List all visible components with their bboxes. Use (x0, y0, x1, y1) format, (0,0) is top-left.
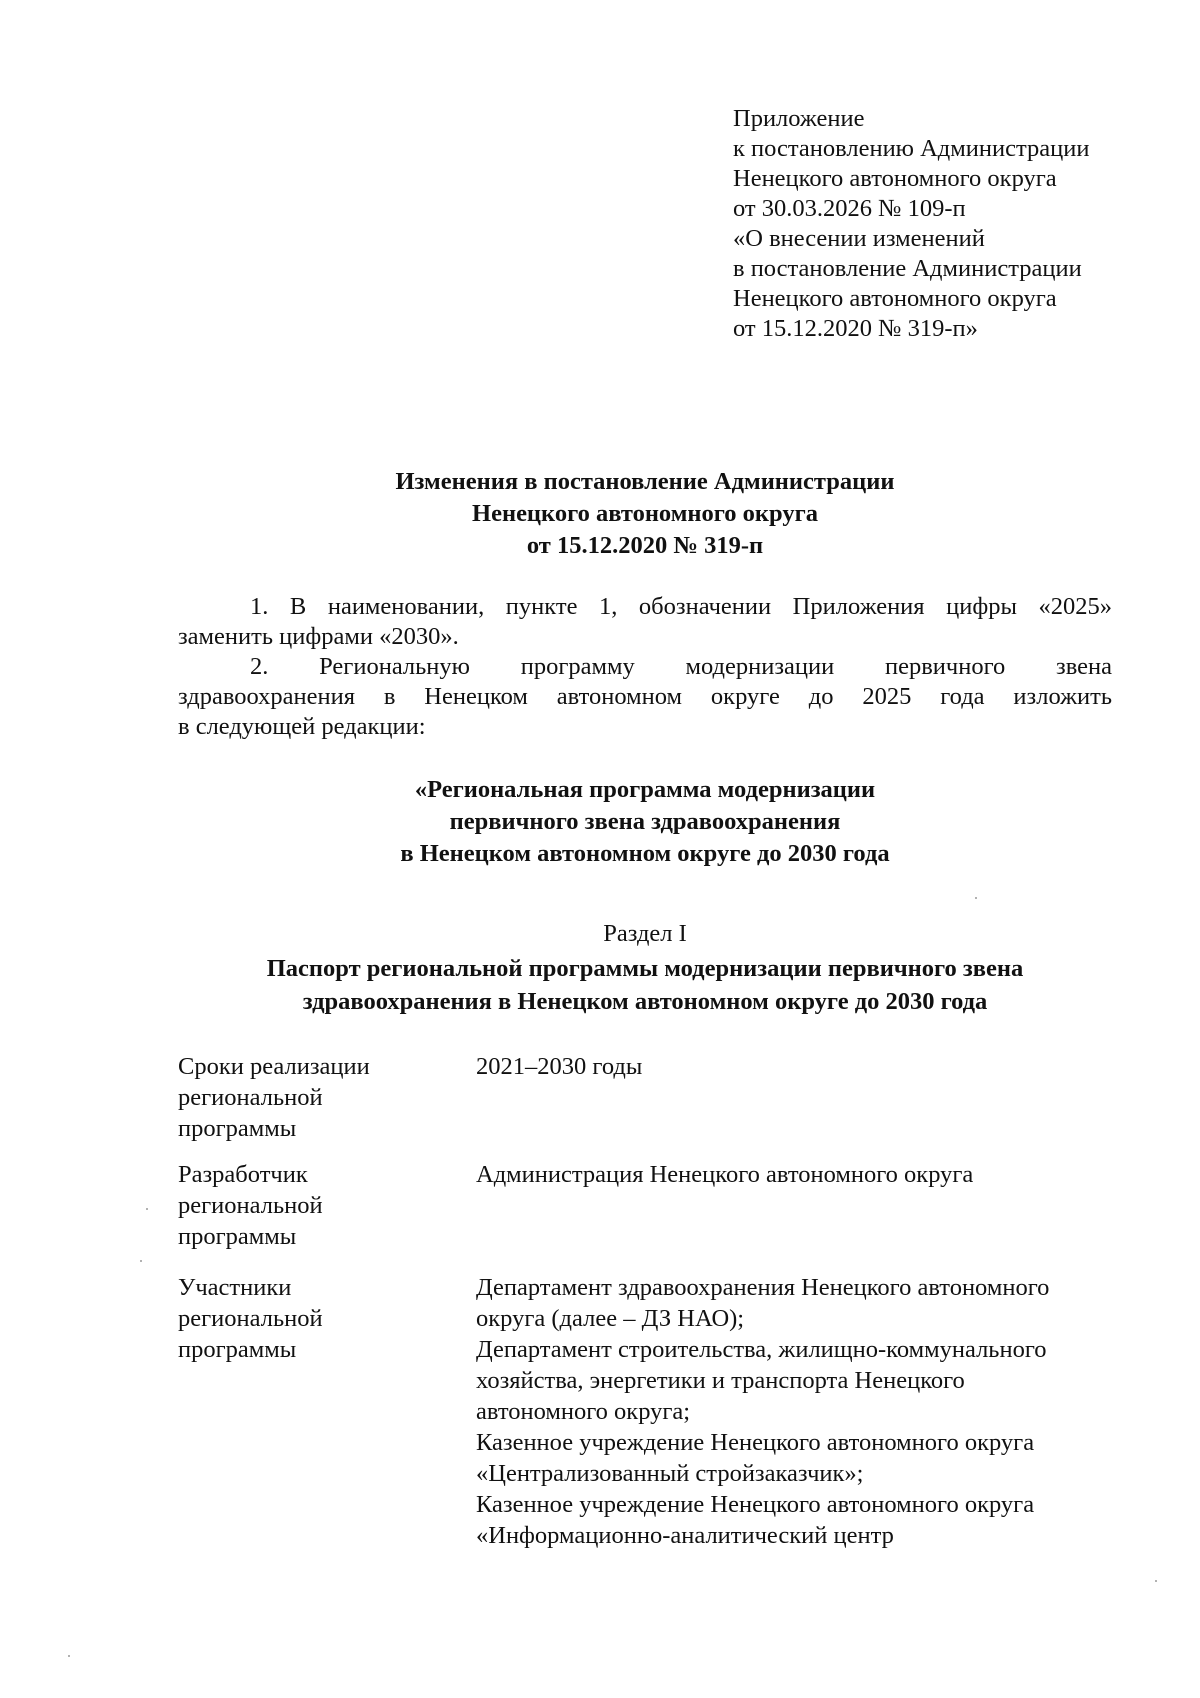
paragraph-line: 1. В наименовании, пункте 1, обозначении Приложения цифры «2025» (250, 593, 1112, 620)
passport-row-label (178, 1272, 476, 1365)
paragraph-line: здравоохранения в Ненецком автономном округе до 2025 года изложить (178, 683, 1112, 710)
heading-line: Изменения в постановление Администрации (395, 468, 895, 495)
label-line: программы (178, 1223, 297, 1250)
scan-speck (975, 897, 977, 899)
section-title-line: Паспорт региональной программы модернизации первичного звена (266, 955, 1024, 982)
paragraph-line: 2. Региональную программу модернизации первичного звена (250, 653, 1112, 680)
paragraph-line: в следующей редакции: (178, 713, 426, 740)
value-line: «Централизованный стройзаказчик»; (476, 1460, 864, 1487)
value-line: «Информационно-аналитический центр (476, 1522, 894, 1549)
label-line: Сроки реализации (178, 1053, 370, 1080)
appendix-line: к постановлению Администрации (733, 135, 1090, 162)
passport-row-label (178, 1051, 476, 1144)
heading-line: Ненецкого автономного округа (472, 500, 818, 527)
paragraph-1 (178, 592, 1112, 652)
document-heading (178, 466, 1112, 562)
section-label: Раздел I (603, 920, 687, 947)
passport-row-value (476, 1272, 1112, 1551)
value-line: Администрация Ненецкого автономного округа (476, 1161, 974, 1188)
passport-row-label (178, 1159, 476, 1252)
program-title (178, 774, 1112, 870)
value-line: Казенное учреждение Ненецкого автономного округа (476, 1491, 1035, 1518)
value-line: хозяйства, энергетики и транспорта Ненецкого (476, 1367, 965, 1394)
section-title (178, 952, 1112, 1018)
paragraph-2 (178, 652, 1112, 742)
appendix-line: Ненецкого автономного округа (733, 165, 1057, 192)
label-line: региональной (178, 1305, 323, 1332)
value-line: Департамент здравоохранения Ненецкого автономного (476, 1274, 1050, 1301)
value-line: Казенное учреждение Ненецкого автономного округа (476, 1429, 1035, 1456)
program-title-line: «Региональная программа модернизации (414, 776, 876, 803)
label-line: Разработчик (178, 1161, 308, 1188)
label-line: региональной (178, 1192, 323, 1219)
passport-table (178, 1051, 1112, 1551)
label-line: Участники (178, 1274, 292, 1301)
program-title-line: первичного звена здравоохранения (449, 808, 841, 835)
section-title-line: здравоохранения в Ненецком автономном округе до 2030 года (302, 988, 988, 1015)
paragraph-line: заменить цифрами «2030». (178, 623, 459, 650)
scan-speck (146, 1208, 148, 1210)
value-line: округа (далее – ДЗ НАО); (476, 1305, 745, 1332)
appendix-block (733, 104, 1173, 344)
heading-line: от 15.12.2020 № 319-п (526, 532, 764, 559)
value-line: 2021–2030 годы (476, 1053, 643, 1080)
passport-row (178, 1272, 1112, 1551)
passport-row-value (476, 1051, 1112, 1082)
scan-speck (140, 1260, 142, 1262)
value-line: автономного округа; (476, 1398, 691, 1425)
appendix-line: Ненецкого автономного округа (733, 285, 1057, 312)
value-line: Департамент строительства, жилищно-коммунального (476, 1336, 1047, 1363)
label-line: программы (178, 1115, 297, 1142)
appendix-line: Приложение (733, 105, 865, 132)
passport-row-value (476, 1159, 1112, 1190)
program-title-line: в Ненецком автономном округе до 2030 года (400, 840, 890, 867)
label-line: программы (178, 1336, 297, 1363)
scan-speck (68, 1655, 70, 1657)
label-line: региональной (178, 1084, 323, 1111)
appendix-line: «О внесении изменений (733, 225, 985, 252)
appendix-line: в постановление Администрации (733, 255, 1082, 282)
scan-speck (1155, 1580, 1157, 1582)
passport-row (178, 1159, 1112, 1272)
appendix-line: от 15.12.2020 № 319-п» (733, 315, 978, 342)
appendix-line: от 30.03.2026 № 109-п (733, 195, 966, 222)
passport-row (178, 1051, 1112, 1159)
